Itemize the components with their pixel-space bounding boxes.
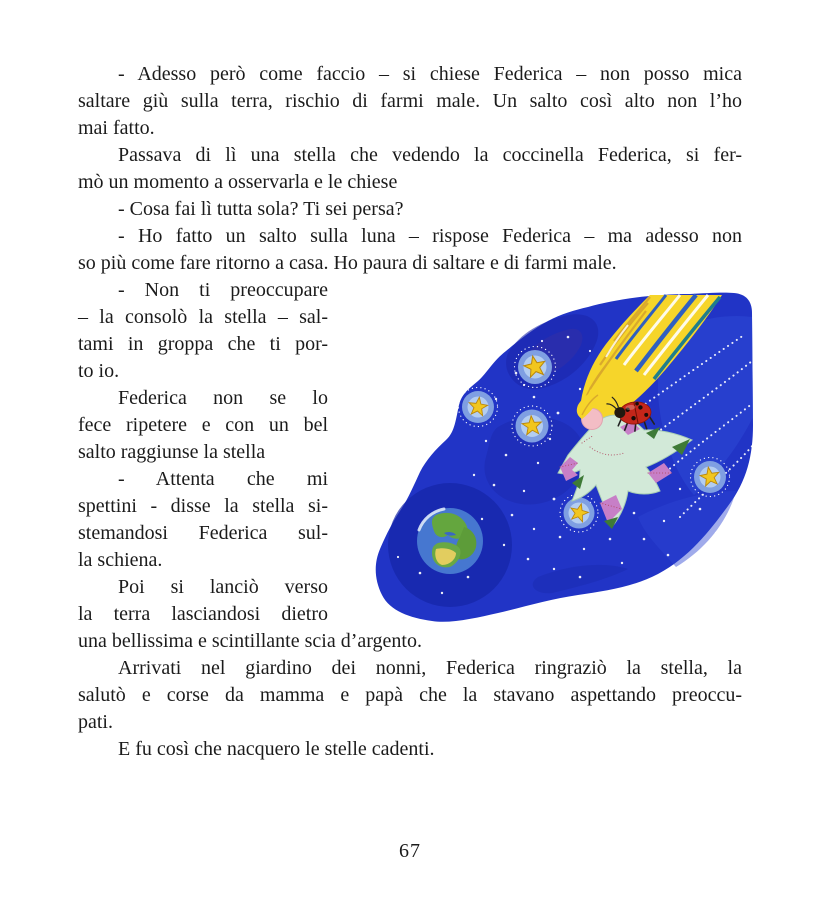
story-line: mai fatto. xyxy=(78,117,155,139)
earth-illustration xyxy=(417,508,483,574)
story-illustration xyxy=(328,277,753,625)
story-line: salto raggiunse la stella xyxy=(78,441,266,463)
story-line: E fu così che nacquero le stelle cadenti. xyxy=(118,738,435,760)
night-sky-blob xyxy=(376,293,753,622)
story-line: - Ho fatto un salto sulla luna – rispose Federica – ma adesso non xyxy=(118,225,742,247)
story-line: to io. xyxy=(78,360,120,382)
story-line: mò un momento a osservarla e le chiese xyxy=(78,171,398,193)
story-line: – la consolò la stella – sal- xyxy=(78,306,328,328)
story-line: Passava di lì una stella che vedendo la coccinella Federica, si fer- xyxy=(118,144,742,166)
story-line: tami in groppa che ti por- xyxy=(78,333,328,355)
story-line: spettini - disse la stella si- xyxy=(78,495,328,517)
story-text xyxy=(78,61,742,865)
story-text-wrap xyxy=(78,277,742,763)
story-line: la terra lasciandosi dietro xyxy=(78,603,328,625)
story-line: fece ripetere e con un bel xyxy=(78,414,328,436)
story-paragraph xyxy=(78,223,742,277)
story-paragraph xyxy=(78,142,742,196)
story-line: Poi si lanciò verso xyxy=(118,576,328,598)
story-line: - Attenta che mi xyxy=(118,468,328,490)
night-sky-illustration xyxy=(328,277,753,625)
story-paragraph xyxy=(78,196,742,223)
story-line: Arrivati nel giardino dei nonni, Federica ringraziò la stella, la xyxy=(118,657,742,679)
story-paragraph xyxy=(78,736,742,763)
story-line: Federica non se lo xyxy=(118,387,328,409)
story-line: una bellissima e scintillante scia d’argento. xyxy=(78,630,422,652)
story-line: - Adesso però come faccio – si chiese Federica – non posso mica xyxy=(118,63,742,85)
story-line: - Cosa fai lì tutta sola? Ti sei persa? xyxy=(118,198,404,220)
story-line: la schiena. xyxy=(78,549,163,571)
story-paragraph xyxy=(78,61,742,142)
story-line: pati. xyxy=(78,711,113,733)
page-number: 67 xyxy=(399,840,421,862)
story-line: stemandosi Federica sul- xyxy=(78,522,328,544)
story-line: saltare giù sulla terra, rischio di farmi male. Un salto così alto non l’ho xyxy=(78,90,742,112)
story-line: - Non ti preoccupare xyxy=(118,279,328,301)
story-line: salutò e corse da mamma e papà che la stavano aspettando preoccu- xyxy=(78,684,742,706)
story-text-top xyxy=(78,61,742,277)
story-line: so più come fare ritorno a casa. Ho paura di saltare e di farmi male. xyxy=(78,252,617,274)
story-paragraph xyxy=(78,655,742,736)
